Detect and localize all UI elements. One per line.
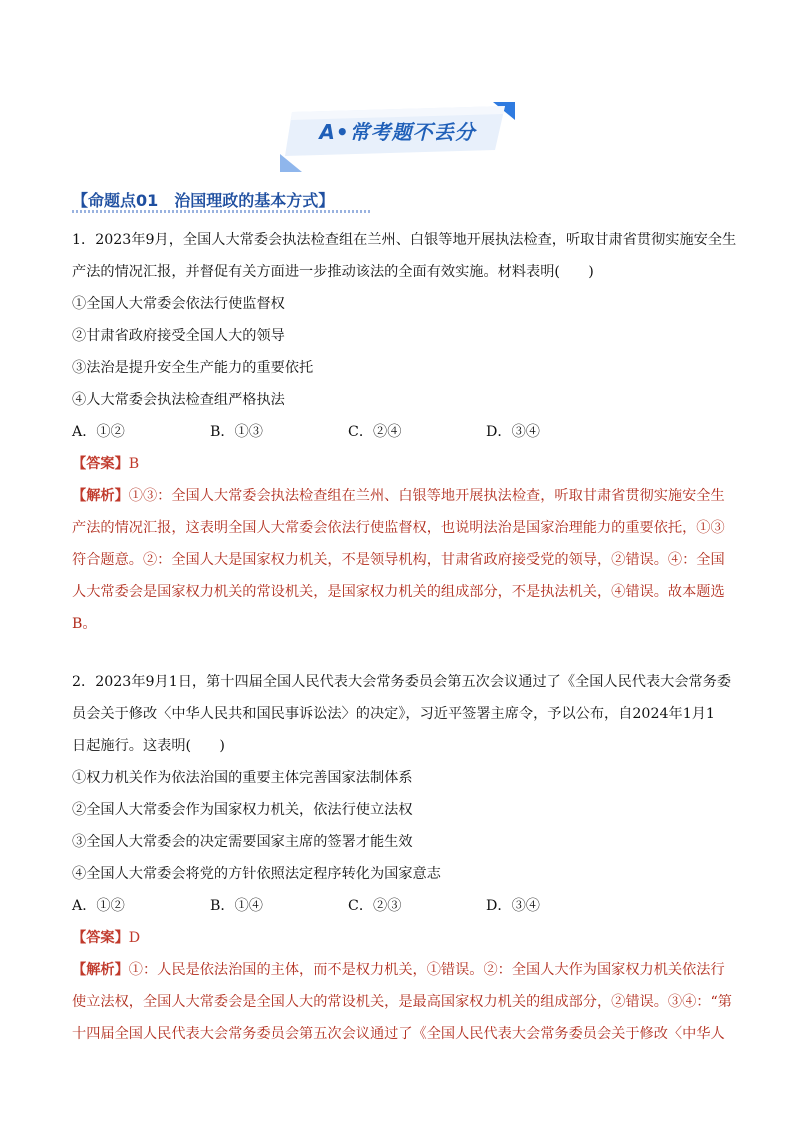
answer	[72, 922, 732, 954]
question-text-line: 日起施行。这表明( )	[72, 738, 225, 754]
option-a: A．①②	[72, 424, 125, 440]
statement: ③全国人大常委会的决定需要国家主席的签署才能生效	[72, 834, 413, 850]
analysis-line: 人大常委会是国家权力机关的常设机关，是国家权力机关的组成部分，不是执法机关，④错误。故本题选	[72, 584, 725, 600]
heading-underline	[72, 210, 372, 213]
question-1	[72, 224, 737, 640]
answer-label: 【答案】	[72, 930, 129, 946]
option-c: C．②④	[348, 424, 402, 440]
analysis-line: 符合题意。②：全国人大是国家权力机关，不是领导机构，甘肃省政府接受党的领导，②错误。④：全国	[72, 552, 725, 568]
statement: ④人大常委会执法检查组严格执法	[72, 392, 285, 408]
analysis-label: 【解析】	[72, 962, 129, 978]
statement: ①权力机关作为依法治国的重要主体完善国家法制体系	[72, 770, 413, 786]
question-text-line: 产法的情况汇报，并督促有关方面进一步推动该法的全面有效实施。材料表明( )	[72, 264, 594, 280]
answer-value: B	[128, 456, 140, 472]
answer-label: 【答案】	[72, 456, 129, 472]
analysis-text: ①：人民是依法治国的主体，而不是权力机关，①错误。②：全国人大作为国家权力机关依法行	[128, 962, 725, 978]
question-text-line: 2．2023年9月1日，第十四届全国人民代表大会常务委员会第五次会议通过了《全国人民代表大会常务委	[72, 674, 732, 690]
question-2	[72, 666, 732, 1050]
statement: ②甘肃省政府接受全国人大的领导	[72, 328, 285, 344]
statement: ④全国人大常委会将党的方针依照法定程序转化为国家意志	[72, 866, 441, 882]
analysis-text: ①③：全国人大常委会执法检查组在兰州、白银等地开展执法检查，听取甘肃省贯彻实施安全生	[128, 488, 725, 504]
answer-value: D	[128, 930, 141, 946]
statement: ③法治是提升安全生产能力的重要依托	[72, 360, 314, 376]
question-text-line: 员会关于修改〈中华人民共和国民事诉讼法〉的决定》，习近平签署主席令，予以公布，自2024年1月1	[72, 706, 715, 722]
option-b: B．①③	[210, 424, 263, 440]
statement: ①全国人大常委会依法行使监督权	[72, 296, 285, 312]
analysis-line: 十四届全国人民代表大会常务委员会第五次会议通过了《全国人民代表大会常务委员会关于修改〈中华人	[72, 1026, 725, 1042]
option-d: D．③④	[486, 898, 540, 914]
analysis-line: 产法的情况汇报，这表明全国人大常委会依法行使监督权，也说明法治是国家治理能力的重要依托，①③	[72, 520, 725, 536]
section-banner	[280, 102, 515, 172]
option-a: A．①②	[72, 898, 125, 914]
analysis-line	[72, 954, 732, 986]
options-row	[72, 890, 732, 922]
section-heading: 【命题点01 治国理政的基本方式】	[72, 191, 335, 210]
analysis-line: 使立法权，全国人大常委会是全国人大的常设机关，是最高国家权力机关的组成部分，②错误。③④：“第	[72, 994, 732, 1010]
banner-title: A•常考题不丢分	[319, 120, 476, 144]
answer	[72, 448, 732, 480]
options-row	[72, 416, 732, 448]
option-d: D．③④	[486, 424, 540, 440]
analysis-line: B。	[72, 616, 97, 632]
analysis-line	[72, 480, 732, 512]
option-c: C．②③	[348, 898, 402, 914]
analysis-label: 【解析】	[72, 488, 129, 504]
option-b: B．①④	[210, 898, 263, 914]
question-text-line: 1．2023年9月，全国人大常委会执法检查组在兰州、白银等地开展执法检查，听取甘肃省贯彻实施安全生	[72, 232, 737, 248]
statement: ②全国人大常委会作为国家权力机关，依法行使立法权	[72, 802, 413, 818]
